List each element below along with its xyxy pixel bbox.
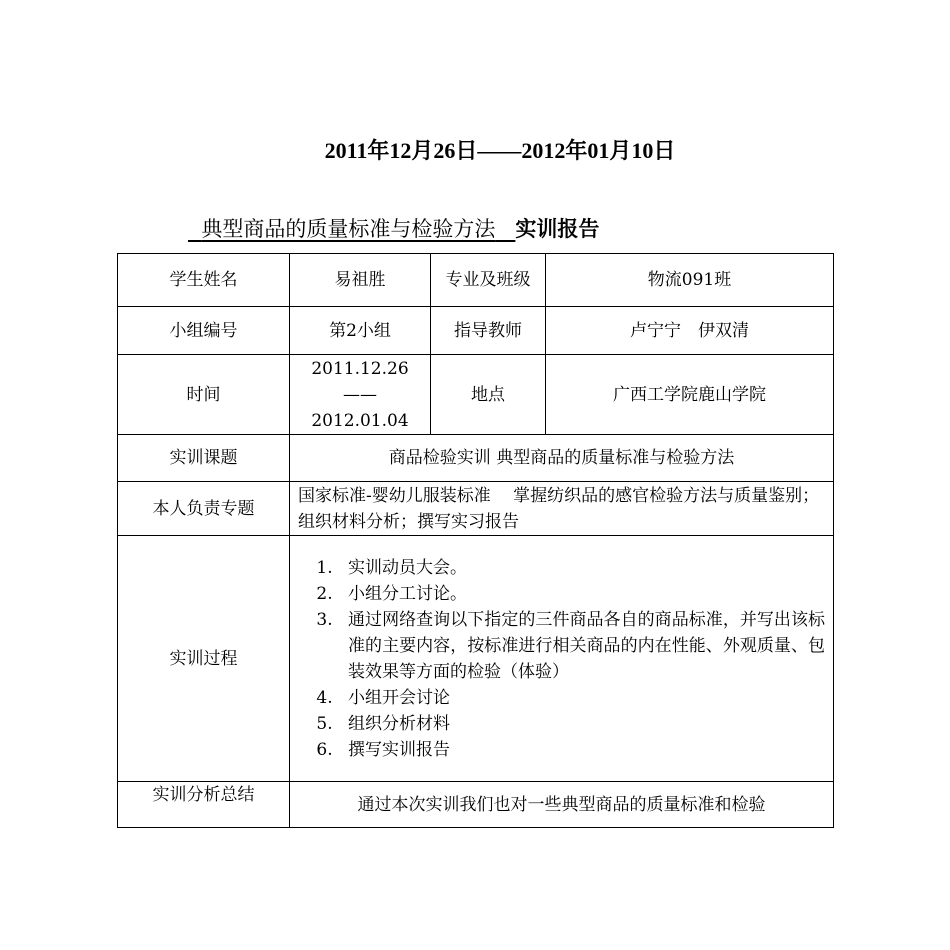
label-teacher: 指导教师 bbox=[431, 307, 546, 355]
report-title bbox=[188, 213, 599, 243]
report-title-topic-text: 典型商品的质量标准与检验方法 bbox=[201, 217, 496, 241]
label-training-topic: 实训课题 bbox=[118, 435, 290, 482]
label-student-name: 学生姓名 bbox=[118, 254, 290, 307]
value-responsibility: 国家标准-婴幼儿服装标准 掌握纺织品的感官检验方法与质量鉴别；组织材料分析；撰写实习报告 bbox=[290, 482, 834, 536]
list-item: 3. 通过网络查询以下指定的三件商品各自的商品标准，并写出该标准的主要内容，按标准进行相关商品的内在性能、外观质量、包装效果等方面的检验（体验） bbox=[338, 607, 825, 685]
process-steps-list bbox=[298, 555, 825, 763]
table-row bbox=[118, 307, 834, 355]
value-summary: 通过本次实训我们也对一些典型商品的质量标准和检验 bbox=[290, 782, 834, 828]
time-end: 2012.01.04 bbox=[311, 410, 409, 431]
value-major-class: 物流091班 bbox=[546, 254, 834, 307]
label-responsibility: 本人负责专题 bbox=[118, 482, 290, 536]
table-row bbox=[118, 254, 834, 307]
table-row bbox=[118, 536, 834, 782]
label-time: 时间 bbox=[118, 355, 290, 435]
label-summary: 实训分析总结 bbox=[118, 782, 290, 828]
table-row bbox=[118, 355, 834, 435]
report-title-suffix: 实训报告 bbox=[515, 216, 600, 241]
table-row bbox=[118, 782, 834, 828]
report-title-topic bbox=[188, 217, 515, 241]
date-range-heading: 2011年12月26日——2012年01月10日 bbox=[324, 138, 676, 163]
list-item: 6. 撰写实训报告 bbox=[338, 737, 825, 763]
label-group-number: 小组编号 bbox=[118, 307, 290, 355]
time-start: 2011.12.26 bbox=[311, 358, 409, 379]
table-row bbox=[118, 482, 834, 536]
value-training-topic: 商品检验实训 典型商品的质量标准与检验方法 bbox=[290, 435, 834, 482]
list-item: 2. 小组分工讨论。 bbox=[338, 581, 825, 607]
label-major-class: 专业及班级 bbox=[431, 254, 546, 307]
value-place: 广西工学院鹿山学院 bbox=[546, 355, 834, 435]
report-table bbox=[117, 253, 834, 828]
value-student-name: 易祖胜 bbox=[290, 254, 431, 307]
label-process: 实训过程 bbox=[118, 536, 290, 782]
value-teacher: 卢宁宁 伊双清 bbox=[546, 307, 834, 355]
value-group-number: 第2小组 bbox=[290, 307, 431, 355]
table-row bbox=[118, 435, 834, 482]
list-item: 1. 实训动员大会。 bbox=[338, 555, 825, 581]
label-place: 地点 bbox=[431, 355, 546, 435]
value-process bbox=[290, 536, 834, 782]
time-dash: —— bbox=[343, 384, 377, 405]
value-time bbox=[290, 355, 431, 435]
list-item: 5. 组织分析材料 bbox=[338, 711, 825, 737]
list-item: 4. 小组开会讨论 bbox=[338, 685, 825, 711]
